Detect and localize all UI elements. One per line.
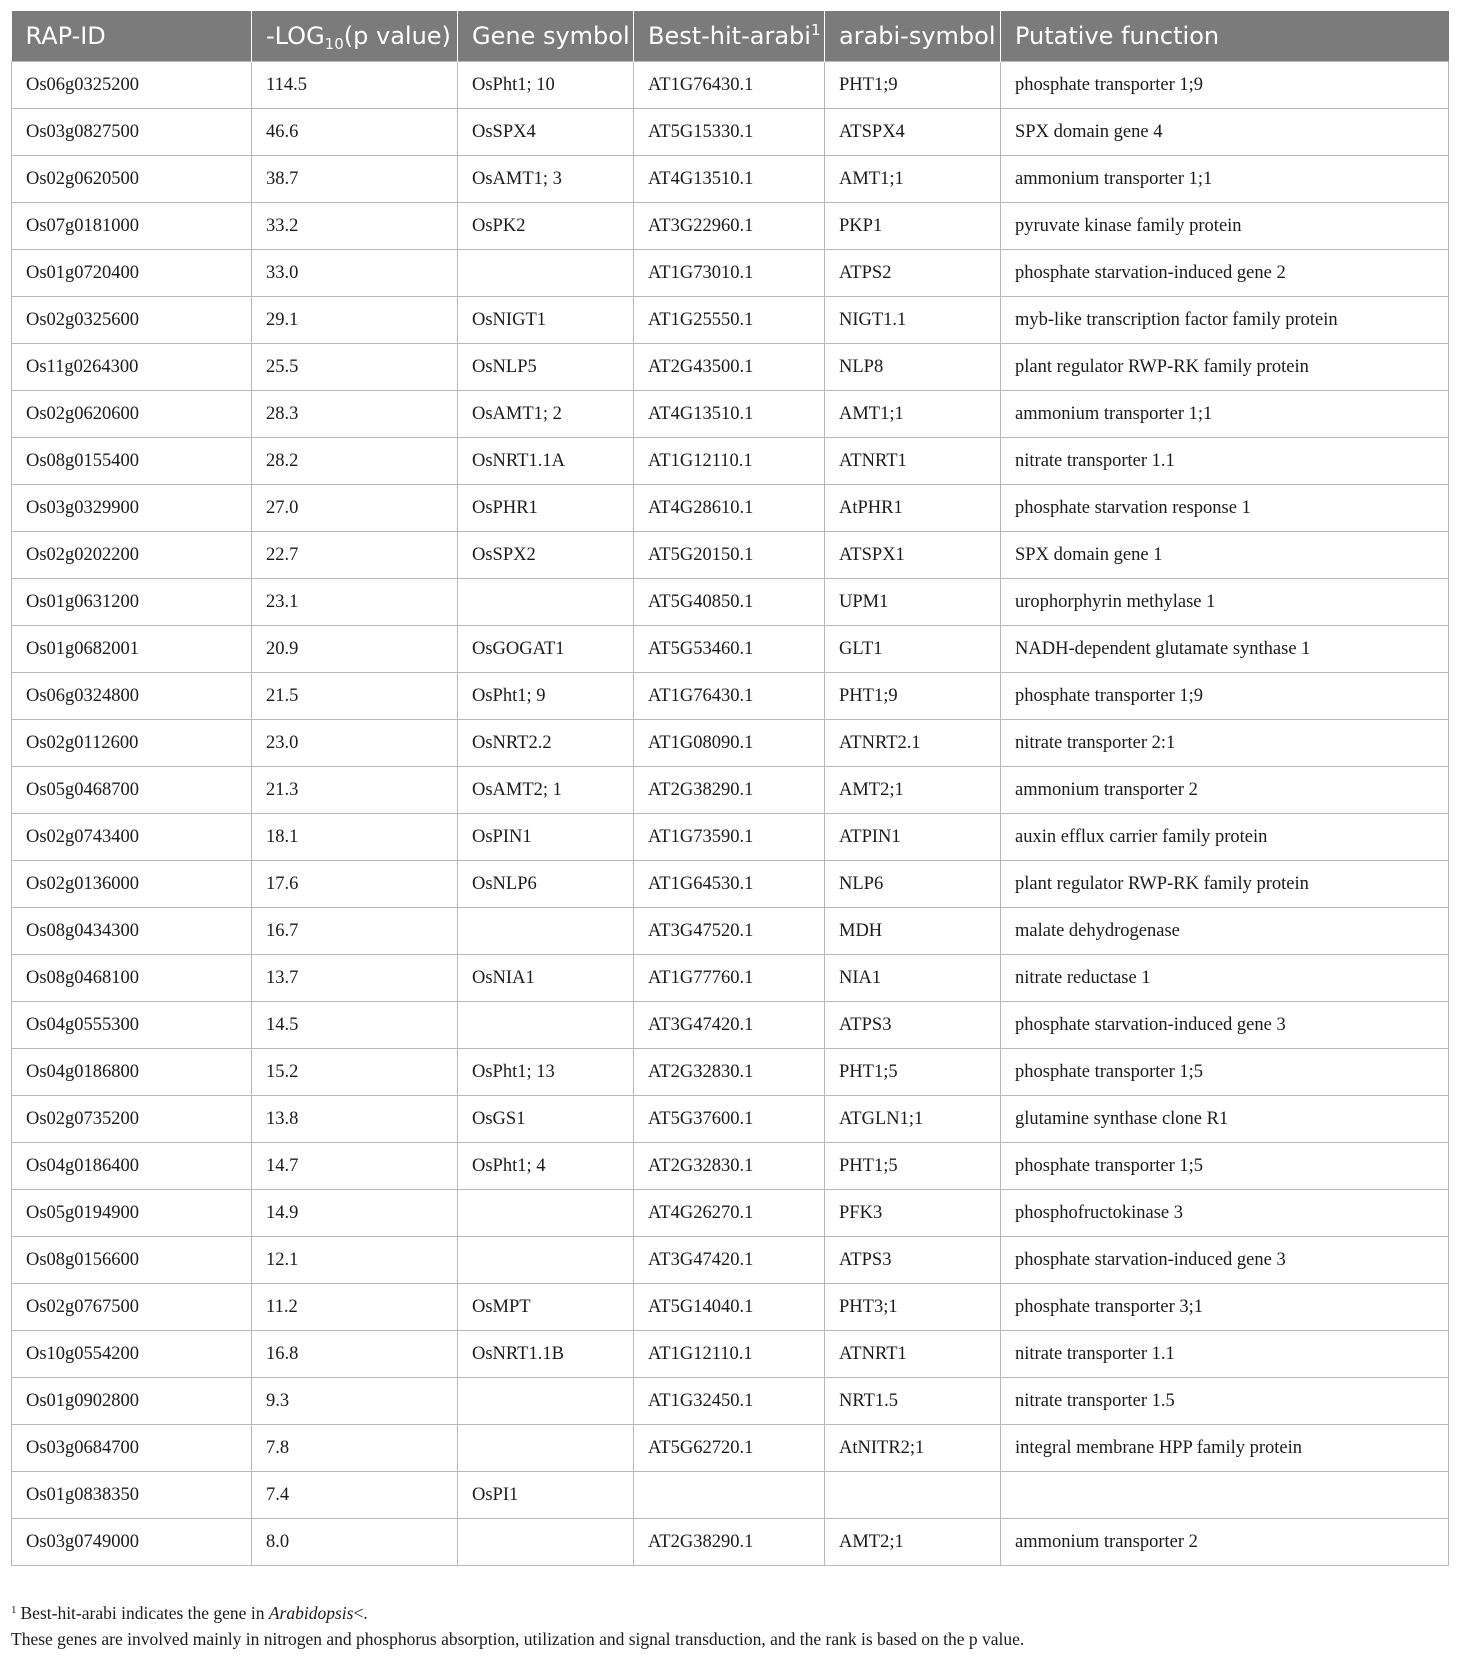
gene-symbol-cell: OsNIA1: [458, 955, 634, 1002]
best-hit-arabi-cell: AT4G13510.1: [634, 156, 825, 203]
log-p-value-cell: 13.7: [252, 955, 458, 1002]
best-hit-arabi-cell: AT5G20150.1: [634, 532, 825, 579]
gene-symbol-cell: [458, 1237, 634, 1284]
rap-id-cell: Os02g0735200: [12, 1096, 252, 1143]
arabi-symbol-cell: ATPS3: [825, 1237, 1001, 1284]
gene-symbol-cell: OsNRT1.1B: [458, 1331, 634, 1378]
arabi-symbol-cell: ATNRT1: [825, 438, 1001, 485]
arabi-symbol-cell: ATPS2: [825, 250, 1001, 297]
putative-function-cell: glutamine synthase clone R1: [1001, 1096, 1449, 1143]
table-row: [12, 814, 1449, 861]
header-best-hit-arabi: [634, 11, 825, 62]
arabi-symbol-cell: ATPS3: [825, 1002, 1001, 1049]
table-row: [12, 297, 1449, 344]
gene-symbol-cell: [458, 1002, 634, 1049]
table-row: [12, 1002, 1449, 1049]
best-hit-arabi-cell: AT5G37600.1: [634, 1096, 825, 1143]
header-best-hit-footnote-marker: 1: [810, 21, 821, 39]
best-hit-arabi-cell: AT2G32830.1: [634, 1049, 825, 1096]
putative-function-cell: ammonium transporter 1;1: [1001, 156, 1449, 203]
header-arabi-symbol: arabi-symbol: [825, 11, 1001, 62]
table-row: [12, 861, 1449, 908]
arabi-symbol-cell: ATSPX4: [825, 109, 1001, 156]
gene-symbol-cell: [458, 1519, 634, 1566]
table-header-row: [12, 11, 1449, 62]
table-row: [12, 1143, 1449, 1190]
log-p-value-cell: 28.2: [252, 438, 458, 485]
gene-symbol-cell: OsPK2: [458, 203, 634, 250]
arabi-symbol-cell: ATNRT1: [825, 1331, 1001, 1378]
putative-function-cell: integral membrane HPP family protein: [1001, 1425, 1449, 1472]
log-p-value-cell: 25.5: [252, 344, 458, 391]
rap-id-cell: Os02g0620600: [12, 391, 252, 438]
rap-id-cell: Os01g0631200: [12, 579, 252, 626]
table-row: [12, 1237, 1449, 1284]
rap-id-cell: Os02g0325600: [12, 297, 252, 344]
log-p-value-cell: 13.8: [252, 1096, 458, 1143]
best-hit-arabi-cell: AT1G64530.1: [634, 861, 825, 908]
header-log-p-value: [252, 11, 458, 62]
gene-symbol-cell: OsNIGT1: [458, 297, 634, 344]
log-p-value-cell: 23.1: [252, 579, 458, 626]
rap-id-cell: Os11g0264300: [12, 344, 252, 391]
table-row: [12, 767, 1449, 814]
rap-id-cell: Os03g0684700: [12, 1425, 252, 1472]
log-p-value-cell: 114.5: [252, 62, 458, 109]
log-p-value-cell: 18.1: [252, 814, 458, 861]
putative-function-cell: nitrate transporter 1.1: [1001, 1331, 1449, 1378]
gene-symbol-cell: OsSPX4: [458, 109, 634, 156]
rap-id-cell: Os04g0186800: [12, 1049, 252, 1096]
rap-id-cell: Os02g0112600: [12, 720, 252, 767]
header-rap-id: RAP-ID: [12, 11, 252, 62]
table-footnotes: [11, 1600, 1448, 1652]
putative-function-cell: nitrate transporter 1.5: [1001, 1378, 1449, 1425]
table-row: [12, 955, 1449, 1002]
putative-function-cell: ammonium transporter 2: [1001, 767, 1449, 814]
gene-symbol-cell: OsPht1; 4: [458, 1143, 634, 1190]
table-row: [12, 1378, 1449, 1425]
best-hit-arabi-cell: AT1G73010.1: [634, 250, 825, 297]
log-p-value-cell: 8.0: [252, 1519, 458, 1566]
arabi-symbol-cell: NLP8: [825, 344, 1001, 391]
arabi-symbol-cell: AMT1;1: [825, 391, 1001, 438]
best-hit-arabi-cell: AT3G22960.1: [634, 203, 825, 250]
rap-id-cell: Os07g0181000: [12, 203, 252, 250]
header-best-hit-label: Best-hit-arabi: [648, 22, 811, 50]
arabi-symbol-cell: PHT3;1: [825, 1284, 1001, 1331]
gene-symbol-cell: OsPI1: [458, 1472, 634, 1519]
rap-id-cell: Os08g0156600: [12, 1237, 252, 1284]
gene-symbol-cell: [458, 579, 634, 626]
putative-function-cell: NADH-dependent glutamate synthase 1: [1001, 626, 1449, 673]
log-p-value-cell: 21.5: [252, 673, 458, 720]
rap-id-cell: Os06g0325200: [12, 62, 252, 109]
table-row: [12, 391, 1449, 438]
putative-function-cell: phosphate transporter 1;5: [1001, 1049, 1449, 1096]
best-hit-arabi-cell: AT5G62720.1: [634, 1425, 825, 1472]
gene-symbol-cell: OsNLP6: [458, 861, 634, 908]
log-p-value-cell: 33.0: [252, 250, 458, 297]
arabi-symbol-cell: AMT1;1: [825, 156, 1001, 203]
rap-id-cell: Os04g0555300: [12, 1002, 252, 1049]
log-p-value-cell: 14.5: [252, 1002, 458, 1049]
header-log-suffix: (p value): [343, 22, 451, 50]
arabi-symbol-cell: PHT1;5: [825, 1049, 1001, 1096]
arabi-symbol-cell: PFK3: [825, 1190, 1001, 1237]
putative-function-cell: nitrate reductase 1: [1001, 955, 1449, 1002]
gene-symbol-cell: [458, 250, 634, 297]
rap-id-cell: Os01g0838350: [12, 1472, 252, 1519]
log-p-value-cell: 28.3: [252, 391, 458, 438]
gene-symbol-cell: [458, 1378, 634, 1425]
arabi-symbol-cell: ATNRT2.1: [825, 720, 1001, 767]
putative-function-cell: nitrate transporter 1.1: [1001, 438, 1449, 485]
table-row: [12, 673, 1449, 720]
gene-symbol-cell: OsMPT: [458, 1284, 634, 1331]
rap-id-cell: Os04g0186400: [12, 1143, 252, 1190]
best-hit-arabi-cell: AT5G14040.1: [634, 1284, 825, 1331]
log-p-value-cell: 15.2: [252, 1049, 458, 1096]
gene-symbol-cell: OsAMT1; 2: [458, 391, 634, 438]
rap-id-cell: Os01g0902800: [12, 1378, 252, 1425]
best-hit-arabi-cell: AT1G12110.1: [634, 438, 825, 485]
arabi-symbol-cell: AtNITR2;1: [825, 1425, 1001, 1472]
log-p-value-cell: 9.3: [252, 1378, 458, 1425]
footnote-1-text-before: Best-hit-arabi indicates the gene in: [20, 1603, 269, 1623]
arabi-symbol-cell: NIA1: [825, 955, 1001, 1002]
log-p-value-cell: 14.7: [252, 1143, 458, 1190]
rap-id-cell: Os08g0468100: [12, 955, 252, 1002]
putative-function-cell: malate dehydrogenase: [1001, 908, 1449, 955]
gene-symbol-cell: OsPht1; 9: [458, 673, 634, 720]
rap-id-cell: Os05g0194900: [12, 1190, 252, 1237]
arabi-symbol-cell: [825, 1472, 1001, 1519]
rap-id-cell: Os02g0136000: [12, 861, 252, 908]
gene-symbol-cell: OsPIN1: [458, 814, 634, 861]
table-row: [12, 626, 1449, 673]
rap-id-cell: Os02g0743400: [12, 814, 252, 861]
best-hit-arabi-cell: AT1G76430.1: [634, 62, 825, 109]
gene-symbol-cell: OsNRT1.1A: [458, 438, 634, 485]
footnote-1-italic: Arabidopsis: [268, 1603, 354, 1623]
table-body: [12, 62, 1449, 1566]
putative-function-cell: SPX domain gene 1: [1001, 532, 1449, 579]
log-p-value-cell: 33.2: [252, 203, 458, 250]
rap-id-cell: Os03g0329900: [12, 485, 252, 532]
rap-id-cell: Os02g0767500: [12, 1284, 252, 1331]
putative-function-cell: phosphate starvation response 1: [1001, 485, 1449, 532]
log-p-value-cell: 21.3: [252, 767, 458, 814]
gene-symbol-cell: OsGS1: [458, 1096, 634, 1143]
best-hit-arabi-cell: AT1G25550.1: [634, 297, 825, 344]
best-hit-arabi-cell: AT1G77760.1: [634, 955, 825, 1002]
best-hit-arabi-cell: AT1G12110.1: [634, 1331, 825, 1378]
log-p-value-cell: 16.7: [252, 908, 458, 955]
gene-table: [11, 11, 1449, 1566]
gene-symbol-cell: OsPht1; 13: [458, 1049, 634, 1096]
gene-symbol-cell: [458, 1190, 634, 1237]
table-row: [12, 1190, 1449, 1237]
log-p-value-cell: 22.7: [252, 532, 458, 579]
putative-function-cell: ammonium transporter 2: [1001, 1519, 1449, 1566]
header-putative-function: Putative function: [1001, 11, 1449, 62]
putative-function-cell: myb-like transcription factor family protein: [1001, 297, 1449, 344]
arabi-symbol-cell: PHT1;5: [825, 1143, 1001, 1190]
table-row: [12, 344, 1449, 391]
table-row: [12, 203, 1449, 250]
table-row: [12, 156, 1449, 203]
arabi-symbol-cell: ATSPX1: [825, 532, 1001, 579]
best-hit-arabi-cell: AT2G43500.1: [634, 344, 825, 391]
rap-id-cell: Os02g0620500: [12, 156, 252, 203]
best-hit-arabi-cell: AT4G28610.1: [634, 485, 825, 532]
putative-function-cell: urophorphyrin methylase 1: [1001, 579, 1449, 626]
rap-id-cell: Os10g0554200: [12, 1331, 252, 1378]
header-log-subscript: 10: [324, 35, 344, 53]
putative-function-cell: ammonium transporter 1;1: [1001, 391, 1449, 438]
arabi-symbol-cell: GLT1: [825, 626, 1001, 673]
putative-function-cell: pyruvate kinase family protein: [1001, 203, 1449, 250]
rap-id-cell: Os08g0434300: [12, 908, 252, 955]
header-gene-symbol: Gene symbol: [458, 11, 634, 62]
best-hit-arabi-cell: AT4G26270.1: [634, 1190, 825, 1237]
log-p-value-cell: 16.8: [252, 1331, 458, 1378]
footnote-1: [11, 1600, 1448, 1626]
best-hit-arabi-cell: AT3G47420.1: [634, 1237, 825, 1284]
log-p-value-cell: 38.7: [252, 156, 458, 203]
arabi-symbol-cell: AMT2;1: [825, 767, 1001, 814]
rap-id-cell: Os03g0827500: [12, 109, 252, 156]
putative-function-cell: phosphate starvation-induced gene 2: [1001, 250, 1449, 297]
rap-id-cell: Os01g0682001: [12, 626, 252, 673]
arabi-symbol-cell: MDH: [825, 908, 1001, 955]
arabi-symbol-cell: NLP6: [825, 861, 1001, 908]
arabi-symbol-cell: AMT2;1: [825, 1519, 1001, 1566]
table-row: [12, 109, 1449, 156]
table-row: [12, 1331, 1449, 1378]
table-row: [12, 1049, 1449, 1096]
rap-id-cell: Os08g0155400: [12, 438, 252, 485]
table-row: [12, 250, 1449, 297]
arabi-symbol-cell: PKP1: [825, 203, 1001, 250]
header-log-prefix: -LOG: [266, 22, 325, 50]
gene-symbol-cell: OsPHR1: [458, 485, 634, 532]
log-p-value-cell: 27.0: [252, 485, 458, 532]
footnote-1-marker: 1: [11, 1604, 17, 1616]
best-hit-arabi-cell: AT2G38290.1: [634, 767, 825, 814]
rap-id-cell: Os05g0468700: [12, 767, 252, 814]
best-hit-arabi-cell: AT2G38290.1: [634, 1519, 825, 1566]
best-hit-arabi-cell: AT2G32830.1: [634, 1143, 825, 1190]
best-hit-arabi-cell: AT1G08090.1: [634, 720, 825, 767]
arabi-symbol-cell: ATPIN1: [825, 814, 1001, 861]
log-p-value-cell: 20.9: [252, 626, 458, 673]
table-row: [12, 1519, 1449, 1566]
putative-function-cell: phosphate transporter 1;9: [1001, 62, 1449, 109]
best-hit-arabi-cell: AT3G47520.1: [634, 908, 825, 955]
log-p-value-cell: 46.6: [252, 109, 458, 156]
best-hit-arabi-cell: AT5G15330.1: [634, 109, 825, 156]
table-row: [12, 1472, 1449, 1519]
log-p-value-cell: 23.0: [252, 720, 458, 767]
best-hit-arabi-cell: AT5G53460.1: [634, 626, 825, 673]
best-hit-arabi-cell: AT4G13510.1: [634, 391, 825, 438]
best-hit-arabi-cell: AT5G40850.1: [634, 579, 825, 626]
putative-function-cell: phosphofructokinase 3: [1001, 1190, 1449, 1237]
table-row: [12, 485, 1449, 532]
table-row: [12, 579, 1449, 626]
gene-symbol-cell: OsSPX2: [458, 532, 634, 579]
table-row: [12, 908, 1449, 955]
putative-function-cell: phosphate transporter 1;9: [1001, 673, 1449, 720]
table-row: [12, 62, 1449, 109]
gene-symbol-cell: OsGOGAT1: [458, 626, 634, 673]
arabi-symbol-cell: NRT1.5: [825, 1378, 1001, 1425]
gene-table-container: [11, 11, 1448, 1566]
putative-function-cell: auxin efflux carrier family protein: [1001, 814, 1449, 861]
log-p-value-cell: 7.4: [252, 1472, 458, 1519]
gene-symbol-cell: [458, 908, 634, 955]
table-row: [12, 1284, 1449, 1331]
log-p-value-cell: 12.1: [252, 1237, 458, 1284]
arabi-symbol-cell: UPM1: [825, 579, 1001, 626]
putative-function-cell: SPX domain gene 4: [1001, 109, 1449, 156]
arabi-symbol-cell: PHT1;9: [825, 62, 1001, 109]
footnote-2: These genes are involved mainly in nitrogen and phosphorus absorption, utilization and signal transduction, and the rank is based on the p value.: [11, 1629, 1025, 1649]
arabi-symbol-cell: ATGLN1;1: [825, 1096, 1001, 1143]
gene-symbol-cell: OsAMT2; 1: [458, 767, 634, 814]
table-row: [12, 1425, 1449, 1472]
best-hit-arabi-cell: AT1G32450.1: [634, 1378, 825, 1425]
putative-function-cell: phosphate transporter 1;5: [1001, 1143, 1449, 1190]
putative-function-cell: [1001, 1472, 1449, 1519]
best-hit-arabi-cell: AT1G73590.1: [634, 814, 825, 861]
gene-symbol-cell: OsNRT2.2: [458, 720, 634, 767]
putative-function-cell: plant regulator RWP-RK family protein: [1001, 861, 1449, 908]
gene-symbol-cell: OsAMT1; 3: [458, 156, 634, 203]
table-row: [12, 1096, 1449, 1143]
arabi-symbol-cell: AtPHR1: [825, 485, 1001, 532]
rap-id-cell: Os01g0720400: [12, 250, 252, 297]
putative-function-cell: phosphate starvation-induced gene 3: [1001, 1002, 1449, 1049]
log-p-value-cell: 11.2: [252, 1284, 458, 1331]
rap-id-cell: Os02g0202200: [12, 532, 252, 579]
gene-symbol-cell: OsPht1; 10: [458, 62, 634, 109]
putative-function-cell: nitrate transporter 2:1: [1001, 720, 1449, 767]
putative-function-cell: phosphate transporter 3;1: [1001, 1284, 1449, 1331]
best-hit-arabi-cell: [634, 1472, 825, 1519]
gene-symbol-cell: OsNLP5: [458, 344, 634, 391]
log-p-value-cell: 17.6: [252, 861, 458, 908]
rap-id-cell: Os06g0324800: [12, 673, 252, 720]
table-row: [12, 720, 1449, 767]
footnote-1-text-after: <.: [353, 1603, 368, 1623]
best-hit-arabi-cell: AT1G76430.1: [634, 673, 825, 720]
putative-function-cell: phosphate starvation-induced gene 3: [1001, 1237, 1449, 1284]
table-row: [12, 438, 1449, 485]
table-row: [12, 532, 1449, 579]
gene-symbol-cell: [458, 1425, 634, 1472]
best-hit-arabi-cell: AT3G47420.1: [634, 1002, 825, 1049]
log-p-value-cell: 29.1: [252, 297, 458, 344]
arabi-symbol-cell: PHT1;9: [825, 673, 1001, 720]
putative-function-cell: plant regulator RWP-RK family protein: [1001, 344, 1449, 391]
rap-id-cell: Os03g0749000: [12, 1519, 252, 1566]
log-p-value-cell: 7.8: [252, 1425, 458, 1472]
arabi-symbol-cell: NIGT1.1: [825, 297, 1001, 344]
log-p-value-cell: 14.9: [252, 1190, 458, 1237]
